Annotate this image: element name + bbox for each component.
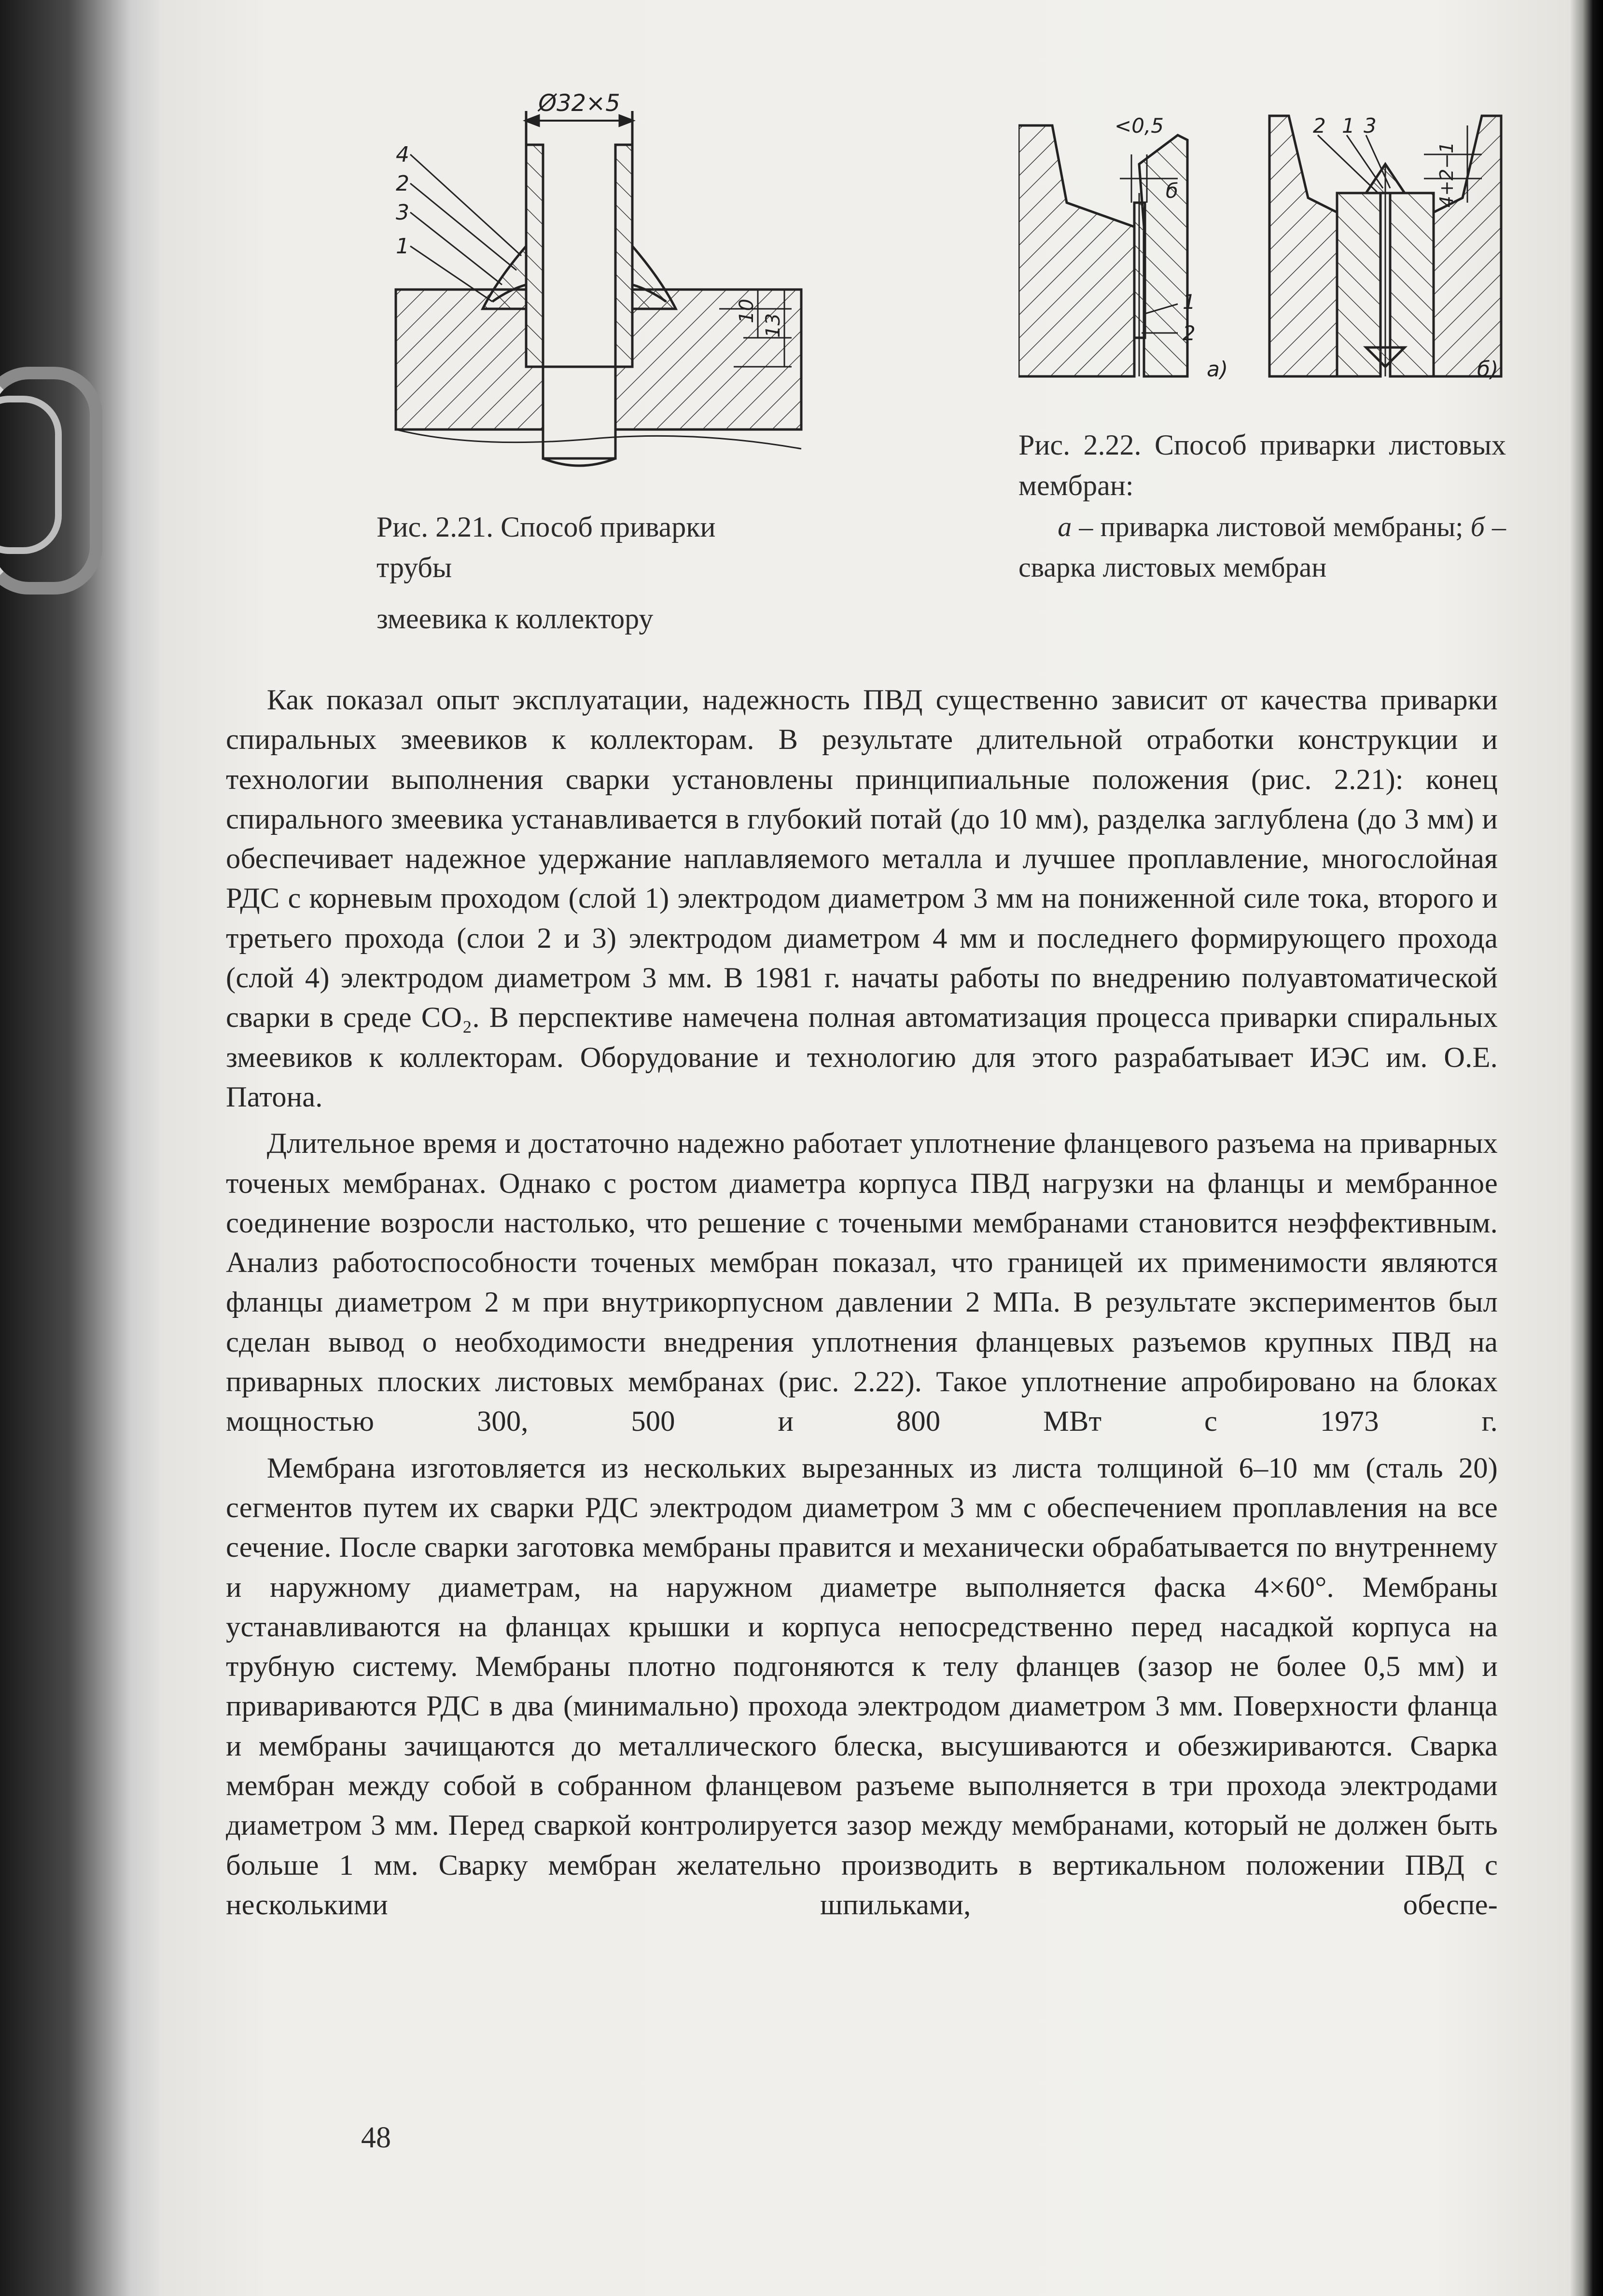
fig21-dim-13: 13 <box>762 313 784 338</box>
figure-2-22-caption: Рис. 2.22. Способ приварки листовых мембран: <box>1018 429 1506 501</box>
paragraph-1: Как показал опыт эксплуатации, надежность ПВД существенно зависит от качества приварки спиральных змеевиков к коллекторам. В результате длительной отработки конструкции и технологии выполнения сварки установлены принципиальные положения (рис. 2.21): конец спирального змеевика устанавливается в глубокий потай (до 10 мм), разделка заглублена (до 3 мм) и обеспечивает надежное удержание наплавляемого металла и лучшее проплавление, многослойная РДС с корневым проходом (слой 1) электродом диаметром 3 мм на пониженной силе тока, второго и третьего прохода (слои 2 и 3) электродом диаметром 4 мм и последнего формирующего прохода (слой 4) электродом диаметром 3 мм. В 1981 г. начаты работы по внедрению полуавтоматической сварки в среде CO₂. В перспективе намечена полная автоматизация процесса приварки спиральных змеевиков к коллекторам. Оборудование и технологию для этого разрабатывает ИЭС им. О.Е. Патона. <box>226 684 1498 1113</box>
legend-b-letter: б <box>1470 511 1485 542</box>
fig22-gap-label: <0,5 <box>1115 114 1164 138</box>
fig22-label-2: 2 <box>1183 321 1196 345</box>
body-text <box>226 680 1498 1925</box>
fig22-dim-right: 4+2−1 <box>1436 141 1457 207</box>
fig22-label-1: 1 <box>1183 290 1196 314</box>
legend-a-text: – приварка листовой мембраны; <box>1072 511 1471 542</box>
fig21-callout-3: 3 <box>396 200 409 225</box>
figure-2-22-drawing <box>1018 106 1516 405</box>
fig22-sub-b: б) <box>1477 357 1499 382</box>
figure-2-21-drawing <box>376 82 830 497</box>
fig22-top-2: 2 <box>1313 114 1326 138</box>
paragraph-2: Длительное время и достаточно надежно работает уплотнение фланцевого разъема на приварных точеных мембранах. Однако с ростом диаметра корпуса ПВД нагрузки на фланцы и мембранное соединение возросли настолько, что решение с точеными мембранами становится неэффективным. Анализ работоспособности точеных мембран показал, что границей их применимости являются фланцы диаметром 2 м при внутрикорпусном давлении 2 МПа. В результате экспериментов был сделан вывод о необходимости внедрения уплотнения фланцевых разъемов крупных ПВД на приварных плоских листовых мембранах (рис. 2.22). Такое уплотнение апробировано на блоках мощностью 300, 500 и 800 МВт с 1973 г. <box>226 1127 1498 1438</box>
fig22-top-3: 3 <box>1364 114 1377 138</box>
fig21-dim-top: Ø32×5 <box>538 90 620 117</box>
legend-a-letter: а <box>1058 511 1072 542</box>
fig21-dim-10: 10 <box>736 299 758 323</box>
book-edge-right <box>1569 0 1603 2296</box>
figure-2-21-caption <box>376 507 796 639</box>
figure-2-22-legend <box>1018 507 1506 588</box>
fig21-callout-2: 2 <box>396 171 409 196</box>
paragraph-3: Мембрана изготовляется из нескольких вырезанных из листа толщиной 6–10 мм (сталь 20) сегментов путем их сварки РДС электродом диаметром 3 мм с обеспечением проплавления на все сечение. После сварки заготовка мембраны правится и механически обрабатывается по внутреннему и наружному диаметрам, на наружном диаметре выполняется фаска 4×60°. Мембраны устанавливаются на фланцах крышки и корпуса непосредственно перед насадкой корпуса на трубную систему. Мембраны плотно подгоняются к телу фланцев (зазор не более 0,5 мм) и привариваются РДС в два (минимально) прохода электродом диаметром 3 мм. Поверхности фланца и мембраны зачищаются до металлического блеска, высушиваются и обезжириваются. Сварка мембран между собой в собранном фланцевом разъеме выполняется в три прохода электродами диаметром 3 мм. Перед сваркой контролируется зазор между мембранами, который не должен быть больше 1 мм. Сварку мембран желательно производить в вертикальном положении ПВД с несколькими шпильками, обеспе- <box>226 1452 1498 1921</box>
fig21-callout-4: 4 <box>396 142 409 167</box>
fig22-b-label: б <box>1166 179 1178 203</box>
fig22-sub-a: а) <box>1207 357 1228 382</box>
fig22-top-1: 1 <box>1342 114 1355 138</box>
fig21-caption-line2: змеевика к коллектору <box>376 603 654 635</box>
legend-b-text: – сварка листовых мембран <box>1018 511 1506 583</box>
fig21-callout-1: 1 <box>396 234 409 259</box>
binder-ring-inner <box>0 396 62 554</box>
fig21-caption-line1: Рис. 2.21. Способ приварки трубы <box>376 511 716 583</box>
book-edge-left <box>0 0 174 2296</box>
page-number: 48 <box>361 2121 391 2154</box>
